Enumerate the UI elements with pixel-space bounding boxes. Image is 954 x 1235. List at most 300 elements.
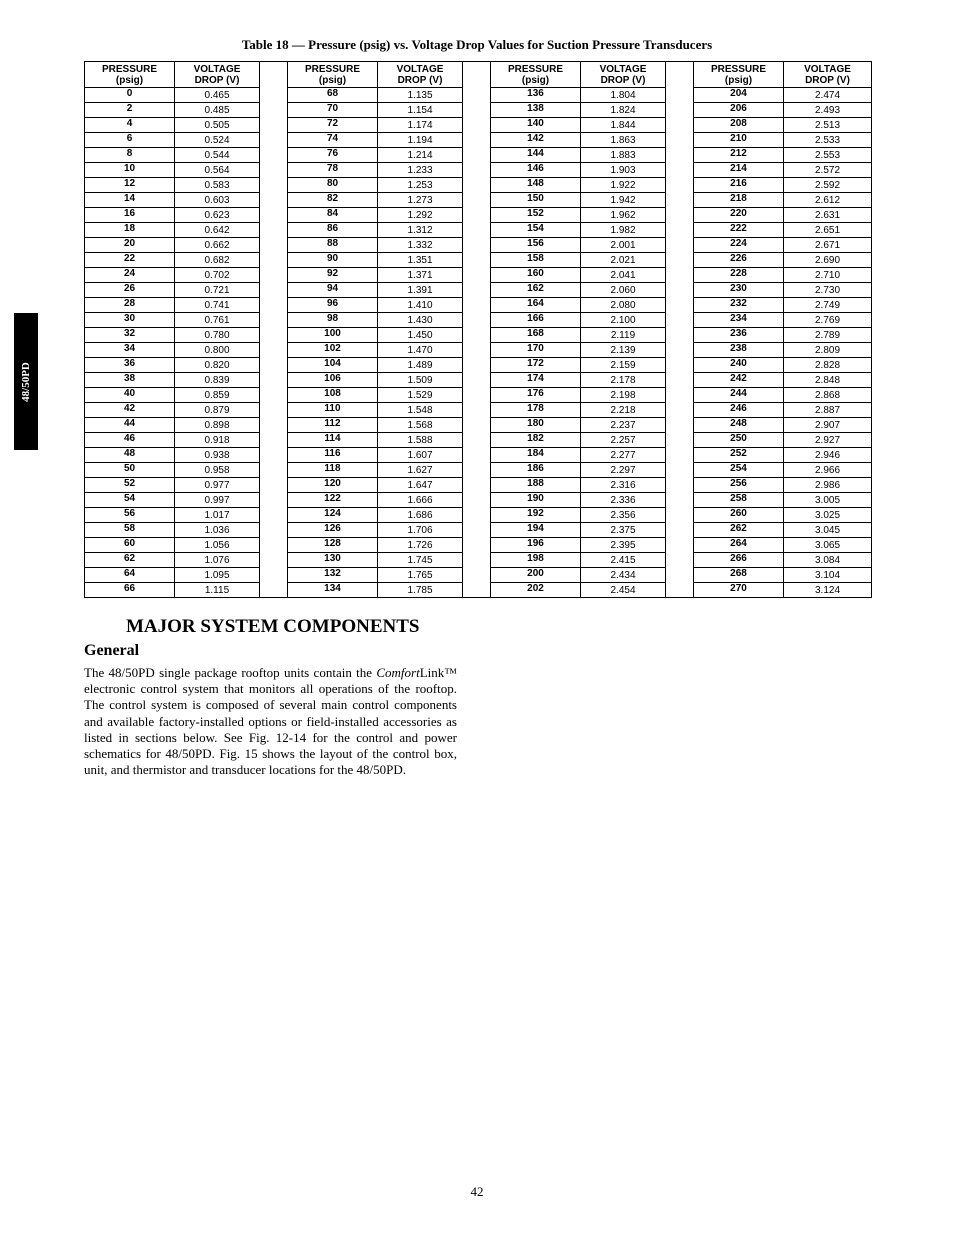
column-gap [666, 148, 694, 163]
table-row [85, 178, 872, 193]
pressure-cell: 30 [85, 313, 175, 328]
voltage-cell: 1.115 [175, 583, 260, 598]
column-gap [463, 553, 491, 568]
pressure-cell: 164 [491, 298, 581, 313]
column-gap [463, 223, 491, 238]
voltage-cell: 2.730 [784, 283, 872, 298]
voltage-cell: 2.119 [581, 328, 666, 343]
voltage-cell: 0.997 [175, 493, 260, 508]
column-gap [666, 403, 694, 418]
pressure-cell: 28 [85, 298, 175, 313]
pressure-cell: 112 [288, 418, 378, 433]
table-row [85, 223, 872, 238]
column-gap [463, 583, 491, 598]
column-gap [260, 88, 288, 103]
pressure-cell: 220 [694, 208, 784, 223]
voltage-cell: 2.041 [581, 268, 666, 283]
pressure-cell: 242 [694, 373, 784, 388]
pressure-cell: 234 [694, 313, 784, 328]
voltage-cell: 1.233 [378, 163, 463, 178]
column-gap [666, 118, 694, 133]
pressure-cell: 236 [694, 328, 784, 343]
voltage-cell: 1.273 [378, 193, 463, 208]
column-gap [260, 163, 288, 178]
table-row [85, 238, 872, 253]
column-gap [463, 268, 491, 283]
pressure-cell: 104 [288, 358, 378, 373]
pressure-cell: 144 [491, 148, 581, 163]
pressure-cell: 260 [694, 508, 784, 523]
voltage-cell: 1.509 [378, 373, 463, 388]
voltage-cell: 2.257 [581, 433, 666, 448]
table-row [85, 568, 872, 583]
voltage-cell: 2.218 [581, 403, 666, 418]
pressure-cell: 228 [694, 268, 784, 283]
column-gap [463, 103, 491, 118]
voltage-cell: 1.962 [581, 208, 666, 223]
column-gap [666, 418, 694, 433]
pressure-cell: 230 [694, 283, 784, 298]
column-gap [666, 568, 694, 583]
column-gap [666, 208, 694, 223]
pressure-cell: 204 [694, 88, 784, 103]
voltage-cell: 1.489 [378, 358, 463, 373]
column-gap [260, 283, 288, 298]
column-gap [463, 418, 491, 433]
column-gap [666, 253, 694, 268]
voltage-cell: 1.174 [378, 118, 463, 133]
voltage-cell: 0.544 [175, 148, 260, 163]
voltage-cell: 1.982 [581, 223, 666, 238]
column-gap [463, 253, 491, 268]
pressure-cell: 208 [694, 118, 784, 133]
voltage-cell: 3.005 [784, 493, 872, 508]
column-gap [260, 193, 288, 208]
column-gap [260, 478, 288, 493]
voltage-cell: 2.986 [784, 478, 872, 493]
pressure-cell: 250 [694, 433, 784, 448]
header-pressure: PRESSURE (psig) [85, 62, 175, 88]
pressure-cell: 26 [85, 283, 175, 298]
column-gap [666, 553, 694, 568]
voltage-cell: 2.769 [784, 313, 872, 328]
table-row [85, 328, 872, 343]
voltage-cell: 0.780 [175, 328, 260, 343]
pressure-cell: 182 [491, 433, 581, 448]
voltage-cell: 0.859 [175, 388, 260, 403]
voltage-cell: 1.076 [175, 553, 260, 568]
column-gap [666, 313, 694, 328]
column-gap [666, 298, 694, 313]
voltage-cell: 0.879 [175, 403, 260, 418]
pressure-cell: 156 [491, 238, 581, 253]
column-gap [260, 403, 288, 418]
voltage-cell: 0.465 [175, 88, 260, 103]
column-gap [666, 268, 694, 283]
column-gap [463, 133, 491, 148]
voltage-cell: 1.903 [581, 163, 666, 178]
pressure-cell: 214 [694, 163, 784, 178]
voltage-cell: 0.820 [175, 358, 260, 373]
voltage-cell: 2.946 [784, 448, 872, 463]
pressure-cell: 64 [85, 568, 175, 583]
column-gap [666, 283, 694, 298]
voltage-cell: 0.564 [175, 163, 260, 178]
voltage-cell: 0.800 [175, 343, 260, 358]
column-gap [463, 358, 491, 373]
voltage-cell: 0.839 [175, 373, 260, 388]
table-row [85, 493, 872, 508]
voltage-cell: 3.025 [784, 508, 872, 523]
voltage-cell: 2.474 [784, 88, 872, 103]
pressure-cell: 170 [491, 343, 581, 358]
voltage-cell: 2.690 [784, 253, 872, 268]
column-gap [260, 313, 288, 328]
pressure-cell: 190 [491, 493, 581, 508]
pressure-cell: 176 [491, 388, 581, 403]
voltage-cell: 2.316 [581, 478, 666, 493]
pressure-cell: 24 [85, 268, 175, 283]
voltage-cell: 2.277 [581, 448, 666, 463]
pressure-cell: 86 [288, 223, 378, 238]
pressure-cell: 74 [288, 133, 378, 148]
pressure-cell: 38 [85, 373, 175, 388]
pressure-cell: 124 [288, 508, 378, 523]
voltage-cell: 2.493 [784, 103, 872, 118]
header-pressure: PRESSURE (psig) [694, 62, 784, 88]
pressure-cell: 36 [85, 358, 175, 373]
table-row [85, 298, 872, 313]
pressure-voltage-table [84, 61, 872, 598]
pressure-cell: 42 [85, 403, 175, 418]
table-row [85, 523, 872, 538]
voltage-cell: 2.671 [784, 238, 872, 253]
pressure-cell: 196 [491, 538, 581, 553]
pressure-cell: 22 [85, 253, 175, 268]
voltage-cell: 1.883 [581, 148, 666, 163]
column-gap [463, 523, 491, 538]
voltage-cell: 1.765 [378, 568, 463, 583]
body-text-start: The 48/50PD single package rooftop units contain the [84, 665, 377, 680]
voltage-cell: 0.702 [175, 268, 260, 283]
voltage-cell: 1.824 [581, 103, 666, 118]
column-gap [463, 298, 491, 313]
table-row [85, 403, 872, 418]
pressure-cell: 138 [491, 103, 581, 118]
column-gap [666, 62, 694, 88]
pressure-cell: 54 [85, 493, 175, 508]
voltage-cell: 2.395 [581, 538, 666, 553]
table-row [85, 388, 872, 403]
pressure-cell: 44 [85, 418, 175, 433]
table-row [85, 118, 872, 133]
table-row [85, 88, 872, 103]
column-gap [463, 568, 491, 583]
pressure-cell: 56 [85, 508, 175, 523]
table-row [85, 133, 872, 148]
voltage-cell: 2.828 [784, 358, 872, 373]
column-gap [463, 373, 491, 388]
pressure-cell: 0 [85, 88, 175, 103]
pressure-cell: 158 [491, 253, 581, 268]
column-gap [260, 103, 288, 118]
table-row [85, 283, 872, 298]
pressure-cell: 40 [85, 388, 175, 403]
pressure-cell: 120 [288, 478, 378, 493]
pressure-cell: 50 [85, 463, 175, 478]
voltage-cell: 1.666 [378, 493, 463, 508]
voltage-cell: 2.375 [581, 523, 666, 538]
header-pressure: PRESSURE (psig) [288, 62, 378, 88]
column-gap [260, 328, 288, 343]
column-gap [463, 118, 491, 133]
column-gap [463, 478, 491, 493]
column-gap [260, 178, 288, 193]
voltage-cell: 2.001 [581, 238, 666, 253]
voltage-cell: 2.710 [784, 268, 872, 283]
pressure-cell: 270 [694, 583, 784, 598]
pressure-cell: 76 [288, 148, 378, 163]
voltage-cell: 1.332 [378, 238, 463, 253]
voltage-cell: 2.887 [784, 403, 872, 418]
column-gap [260, 373, 288, 388]
column-gap [666, 133, 694, 148]
voltage-cell: 0.623 [175, 208, 260, 223]
table-header-row [85, 62, 872, 88]
header-pressure: PRESSURE (psig) [491, 62, 581, 88]
column-gap [260, 583, 288, 598]
pressure-cell: 254 [694, 463, 784, 478]
pressure-cell: 246 [694, 403, 784, 418]
voltage-cell: 1.942 [581, 193, 666, 208]
voltage-cell: 0.603 [175, 193, 260, 208]
column-gap [260, 238, 288, 253]
column-gap [260, 298, 288, 313]
voltage-cell: 2.021 [581, 253, 666, 268]
column-gap [666, 163, 694, 178]
table-row [85, 373, 872, 388]
voltage-cell: 2.100 [581, 313, 666, 328]
pressure-cell: 226 [694, 253, 784, 268]
pressure-cell: 32 [85, 328, 175, 343]
table-row [85, 418, 872, 433]
column-gap [260, 253, 288, 268]
table-row [85, 208, 872, 223]
pressure-cell: 152 [491, 208, 581, 223]
voltage-cell: 0.642 [175, 223, 260, 238]
voltage-cell: 1.214 [378, 148, 463, 163]
voltage-cell: 2.080 [581, 298, 666, 313]
voltage-cell: 1.470 [378, 343, 463, 358]
pressure-cell: 118 [288, 463, 378, 478]
pressure-cell: 194 [491, 523, 581, 538]
column-gap [666, 478, 694, 493]
voltage-cell: 2.572 [784, 163, 872, 178]
pressure-cell: 66 [85, 583, 175, 598]
column-gap [260, 493, 288, 508]
pressure-cell: 14 [85, 193, 175, 208]
pressure-cell: 110 [288, 403, 378, 418]
column-gap [260, 223, 288, 238]
pressure-cell: 224 [694, 238, 784, 253]
section-heading: MAJOR SYSTEM COMPONENTS [126, 616, 420, 637]
pressure-cell: 238 [694, 343, 784, 358]
table-row [85, 103, 872, 118]
pressure-cell: 82 [288, 193, 378, 208]
voltage-cell: 0.682 [175, 253, 260, 268]
column-gap [463, 508, 491, 523]
pressure-cell: 212 [694, 148, 784, 163]
pressure-cell: 18 [85, 223, 175, 238]
pressure-cell: 256 [694, 478, 784, 493]
voltage-cell: 1.450 [378, 328, 463, 343]
pressure-cell: 92 [288, 268, 378, 283]
column-gap [666, 523, 694, 538]
voltage-cell: 0.721 [175, 283, 260, 298]
voltage-cell: 2.237 [581, 418, 666, 433]
column-gap [666, 178, 694, 193]
voltage-cell: 1.036 [175, 523, 260, 538]
pressure-cell: 154 [491, 223, 581, 238]
column-gap [666, 583, 694, 598]
column-gap [666, 463, 694, 478]
column-gap [260, 343, 288, 358]
voltage-cell: 1.726 [378, 538, 463, 553]
column-gap [463, 178, 491, 193]
body-text-rest: Link™ electronic control system that monitors all operations of the rooftop. The control system is composed of several main control components and available factory-installed options or field-installed accessories as listed in sections below. See Fig. 12-14 for the control and power schematics for 48/50PD. Fig. 15 shows the layout of the control box, unit, and thermistor and transducer locations for the 48/50PD. [84, 665, 457, 778]
pressure-cell: 46 [85, 433, 175, 448]
column-gap [463, 283, 491, 298]
pressure-cell: 20 [85, 238, 175, 253]
table-body [85, 88, 872, 598]
voltage-cell: 2.651 [784, 223, 872, 238]
pressure-cell: 88 [288, 238, 378, 253]
column-gap [260, 418, 288, 433]
pressure-cell: 34 [85, 343, 175, 358]
pressure-cell: 148 [491, 178, 581, 193]
column-gap [260, 508, 288, 523]
pressure-cell: 258 [694, 493, 784, 508]
voltage-cell: 0.898 [175, 418, 260, 433]
voltage-cell: 1.095 [175, 568, 260, 583]
side-tab-label: 48/50PD [20, 361, 32, 402]
column-gap [463, 62, 491, 88]
pressure-cell: 136 [491, 88, 581, 103]
voltage-cell: 1.410 [378, 298, 463, 313]
table-row [85, 508, 872, 523]
pressure-cell: 248 [694, 418, 784, 433]
column-gap [666, 223, 694, 238]
voltage-cell: 0.583 [175, 178, 260, 193]
voltage-cell: 1.529 [378, 388, 463, 403]
column-gap [666, 358, 694, 373]
voltage-cell: 0.485 [175, 103, 260, 118]
voltage-cell: 0.524 [175, 133, 260, 148]
pressure-cell: 80 [288, 178, 378, 193]
voltage-cell: 1.351 [378, 253, 463, 268]
table-row [85, 358, 872, 373]
column-gap [666, 448, 694, 463]
column-gap [260, 448, 288, 463]
table-row [85, 538, 872, 553]
voltage-cell: 1.371 [378, 268, 463, 283]
column-gap [260, 433, 288, 448]
column-gap [463, 163, 491, 178]
column-gap [463, 463, 491, 478]
table-row [85, 148, 872, 163]
column-gap [463, 88, 491, 103]
table-row [85, 253, 872, 268]
column-gap [260, 133, 288, 148]
table-row [85, 268, 872, 283]
body-paragraph [84, 665, 457, 778]
pressure-cell: 146 [491, 163, 581, 178]
voltage-cell: 2.297 [581, 463, 666, 478]
table-row [85, 433, 872, 448]
voltage-cell: 2.809 [784, 343, 872, 358]
voltage-cell: 0.958 [175, 463, 260, 478]
pressure-cell: 186 [491, 463, 581, 478]
voltage-cell: 2.789 [784, 328, 872, 343]
table-row [85, 313, 872, 328]
voltage-cell: 2.848 [784, 373, 872, 388]
pressure-cell: 210 [694, 133, 784, 148]
side-tab [14, 313, 38, 450]
voltage-cell: 1.135 [378, 88, 463, 103]
pressure-cell: 178 [491, 403, 581, 418]
column-gap [260, 388, 288, 403]
page-number: 42 [470, 1184, 484, 1199]
pressure-cell: 180 [491, 418, 581, 433]
voltage-cell: 2.415 [581, 553, 666, 568]
voltage-cell: 1.785 [378, 583, 463, 598]
pressure-cell: 68 [288, 88, 378, 103]
voltage-cell: 1.804 [581, 88, 666, 103]
pressure-cell: 52 [85, 478, 175, 493]
voltage-cell: 1.844 [581, 118, 666, 133]
voltage-cell: 1.292 [378, 208, 463, 223]
pressure-cell: 70 [288, 103, 378, 118]
table-row [85, 463, 872, 478]
column-gap [463, 238, 491, 253]
column-gap [666, 103, 694, 118]
column-gap [666, 328, 694, 343]
column-gap [260, 553, 288, 568]
column-gap [666, 238, 694, 253]
pressure-cell: 172 [491, 358, 581, 373]
column-gap [463, 193, 491, 208]
voltage-cell: 2.592 [784, 178, 872, 193]
pressure-cell: 122 [288, 493, 378, 508]
column-gap [666, 493, 694, 508]
column-gap [260, 268, 288, 283]
pressure-cell: 142 [491, 133, 581, 148]
table-row [85, 448, 872, 463]
sub-heading: General [84, 642, 140, 659]
voltage-cell: 2.868 [784, 388, 872, 403]
column-gap [666, 538, 694, 553]
voltage-cell: 1.430 [378, 313, 463, 328]
pressure-cell: 84 [288, 208, 378, 223]
pressure-cell: 174 [491, 373, 581, 388]
voltage-cell: 1.647 [378, 478, 463, 493]
pressure-cell: 94 [288, 283, 378, 298]
voltage-cell: 1.548 [378, 403, 463, 418]
voltage-cell: 2.612 [784, 193, 872, 208]
column-gap [260, 463, 288, 478]
voltage-cell: 0.977 [175, 478, 260, 493]
pressure-cell: 116 [288, 448, 378, 463]
